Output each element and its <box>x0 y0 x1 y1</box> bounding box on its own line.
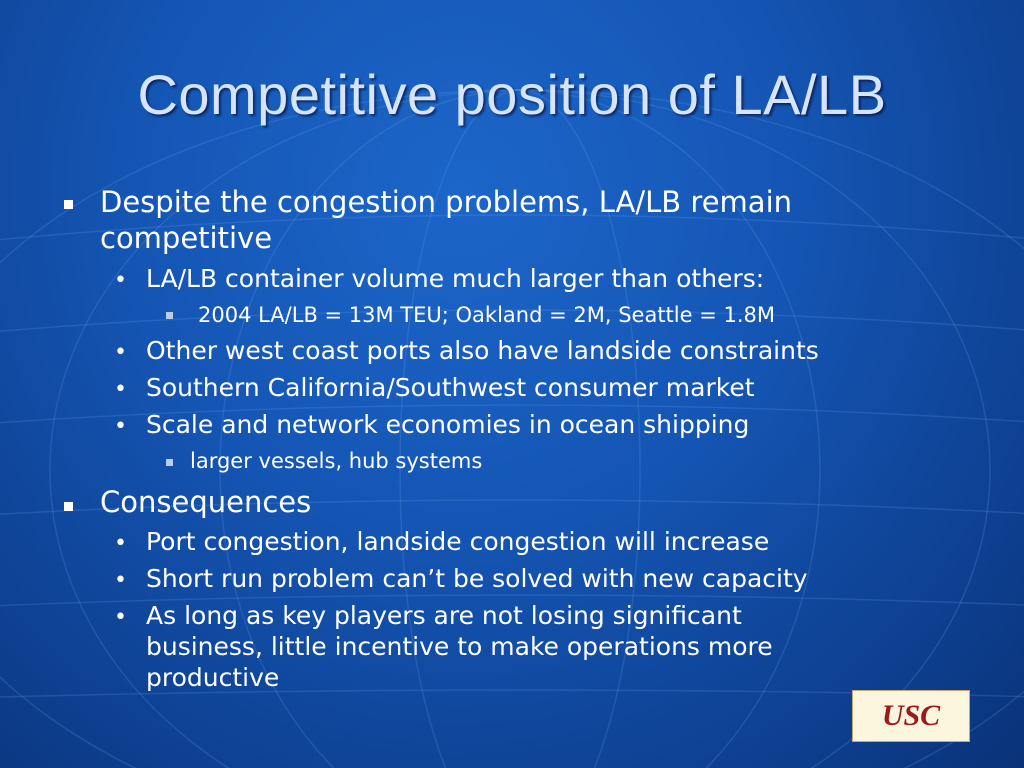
dot-bullet-icon: • <box>114 340 127 365</box>
bullet-level2: LA/LB container volume much larger than others: <box>146 264 765 293</box>
dot-bullet-icon: • <box>114 605 127 630</box>
dot-bullet-icon: • <box>114 377 127 402</box>
bullet-level2: Port congestion, landside congestion will increase <box>146 527 770 556</box>
bullet-level2: Scale and network economies in ocean shipping <box>146 410 750 439</box>
dot-bullet-icon: • <box>114 568 127 593</box>
bullet-level1-line: competitive <box>100 221 273 255</box>
square-bullet-icon <box>166 312 173 319</box>
bullet-level1: Consequences <box>100 485 312 519</box>
dot-bullet-icon: • <box>114 414 127 439</box>
bullet-level2-line: productive <box>146 663 280 692</box>
dot-bullet-icon: • <box>114 268 127 293</box>
bullet-level2-line: As long as key players are not losing significant <box>146 601 742 630</box>
square-bullet-icon <box>64 502 73 511</box>
bullet-level2: Southern California/Southwest consumer market <box>146 373 755 402</box>
bullet-level2-line: business, little incentive to make operations more <box>146 632 773 661</box>
bullet-level3: 2004 LA/LB = 13M TEU; Oakland = 2M, Seattle = 1.8M <box>198 303 776 327</box>
bullet-level3: larger vessels, hub systems <box>190 449 483 473</box>
bullet-level1-line: Despite the congestion problems, LA/LB remain <box>100 185 793 219</box>
usc-logo: USC <box>852 690 970 742</box>
slide-title: Competitive position of LA/LB <box>137 63 887 126</box>
dot-bullet-icon: • <box>114 531 127 556</box>
square-bullet-icon <box>166 459 173 466</box>
square-bullet-icon <box>64 200 73 209</box>
bullet-level2: Short run problem can’t be solved with new capacity <box>146 564 808 593</box>
bullet-level2: Other west coast ports also have landside constraints <box>146 336 819 365</box>
